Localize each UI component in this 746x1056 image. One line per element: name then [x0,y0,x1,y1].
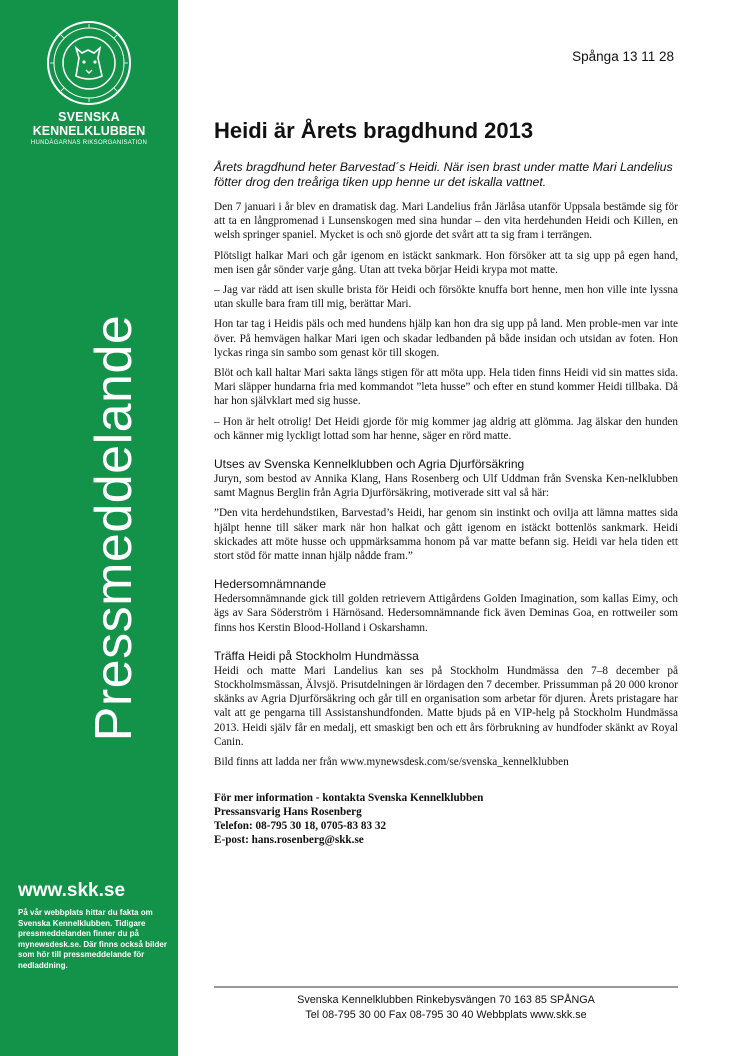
paragraph: ”Den vita herdehundstiken, Barvestad’s Heidi, har genom sin instinkt och ovilja att lämna mattes sida hjälpt henne till säker mark när hon halkat och gått igenom en istäckt bottenlös sankmark. Heidi skickades att möte husse och uppmärksamma honom på var matte befann sig. Heidi var hela tiden ett stort stöd för matte innan hjälp nådde fram.” [214,507,678,563]
footer [214,993,678,1023]
paragraph: Blöt och kall haltar Mari sakta längs stigen för att möta upp. Hela tiden finns Heidi vid sin mattes sida. Mari släpper hundarna fria med kommandot ”leta husse” och efter en stund kommer Heidi tillbaka. Då har hon självklart med sig husse. [214,367,678,408]
footer-address: Svenska Kennelklubben Rinkebysvängen 70 163 85 SPÅNGA [297,994,595,1006]
footer-contact: Tel 08-795 30 00 Fax 08-795 30 40 Webbplats www.skk.se [305,1009,587,1021]
org-name-line1: SVENSKA [58,110,120,124]
footer-divider [214,986,678,988]
paragraph: Juryn, som bestod av Annika Klang, Hans Rosenberg och Ulf Uddman från Svenska Ken-nelklubben samt Magnus Berglin från Agria Djurförsäkring, motiverade sitt val så här: [214,473,678,500]
article-title: Heidi är Årets bragdhund 2013 [214,118,534,143]
sidebar [0,0,178,1056]
vertical-title: Pressmeddelande [85,314,143,742]
paragraph: Heidi och matte Mari Landelius kan ses på Stockholm Hundmässa den 7–8 december på Stockholmsmässan, Älvsjö. Prisutdelningen är lördagen den 7 december. Prissumman på 20 000 kronor skänks av Agria Djurförsäkring och går till en organisation som arbetar för djuren. Årets pristagare har valt att ge pengarna till Assistanshundfonden. Matte bjuds på en VIP-helg på Stockholm Hundmässa 2013. Heidi själv får en medalj, ett smaskigt ben och ett års förbrukning av hundfoder skänkt av Royal Canin. [214,664,678,748]
paragraph: Hon tar tag i Heidis päls och med hundens hjälp kan hon dra sig upp på land. Men proble-men var inte över. På hemvägen halkar Mari igen och skadar ledbanden på både insidan och utsidan av foten. Hon lyckas ringa sin sambo som genast kör till skogen. [214,318,678,359]
paragraph: – Jag var rädd att isen skulle brista för Heidi och försökte knuffa bort henne, men hon ville inte lyssna utan skulle bara fram till mig, berättar Mari. [214,284,678,311]
paragraph: Den 7 januari i år blev en dramatisk dag. Mari Landelius från Järlåsa utanför Uppsala bestämde sig för att ta en långpromenad i Lunsenskogen med sina hundar – den vita herdehunden Heidi och Killen, en welsh springer spaniel. Mycket is och snö gjorde det svårt att ta sig fram i terrängen. [214,201,678,242]
contact-line: Pressansvarig Hans Rosenberg [214,806,362,819]
article [214,118,678,847]
org-tagline: HUNDÄGARNAS RIKSORGANISATION [30,140,148,146]
sidebar-url[interactable]: www.skk.se [18,880,126,901]
section-heading: Hedersomnämnande [214,577,327,592]
section-heading: Utses av Svenska Kennelklubben och Agria Djurförsäkring [214,457,525,472]
contact-email[interactable]: E-post: hans.rosenberg@skk.se [214,834,364,847]
skk-logo [46,20,132,106]
paragraph: Bild finns att ladda ner från www.mynewsdesk.com/se/svenska_kennelklubben [214,756,569,769]
paragraph: Hedersomnämnande gick till golden retrievern Attigårdens Golden Imagination, som kallas Eimy, och ägs av Sara Söderström i Härnösand. Hedersomnämnande fick även Deminas Goa, en rottweiler som finns hos Kerstin Blood-Holland i Oskarshamn. [214,593,678,634]
section-heading: Träffa Heidi på Stockholm Hundmässa [214,648,419,663]
paragraph: – Hon är helt otrolig! Det Heidi gjorde för mig kommer jag aldrig att glömma. Jag älskar den hunden och känner mig lyckligt lottad som har henne, säger en rörd matte. [214,415,678,442]
contact-phone: Telefon: 08-795 30 18, 0705-83 83 32 [214,820,387,833]
press-date: Spånga 13 11 28 [572,49,674,64]
sidebar-info-text: På vår webbplats hittar du fakta om Svenska Kennelklubben. Tidigare pressmeddelanden finner du på mynewsdesk.se. Där finns också bilder som hör till pressmeddelande för nedladdning. [18,908,167,970]
article-body [214,200,678,769]
contact-line: För mer information - kontakta Svenska Kennelklubben [214,792,484,805]
article-lead: Årets bragdhund heter Barvestad´s Heidi. När isen brast under matte Mari Landelius fötter drog den treåriga tiken upp henne ur det iskalla vattnet. [214,160,673,189]
paragraph: Plötsligt halkar Mari och går igenom en istäckt sankmark. Hon försöker att ta sig upp på egen hand, men isen går sönder varje gång. Utan att tveka börjar Heidi krypa mot matte. [214,249,678,276]
org-name-line2: KENNELKLUBBEN [32,124,146,138]
contact-block [214,791,678,847]
